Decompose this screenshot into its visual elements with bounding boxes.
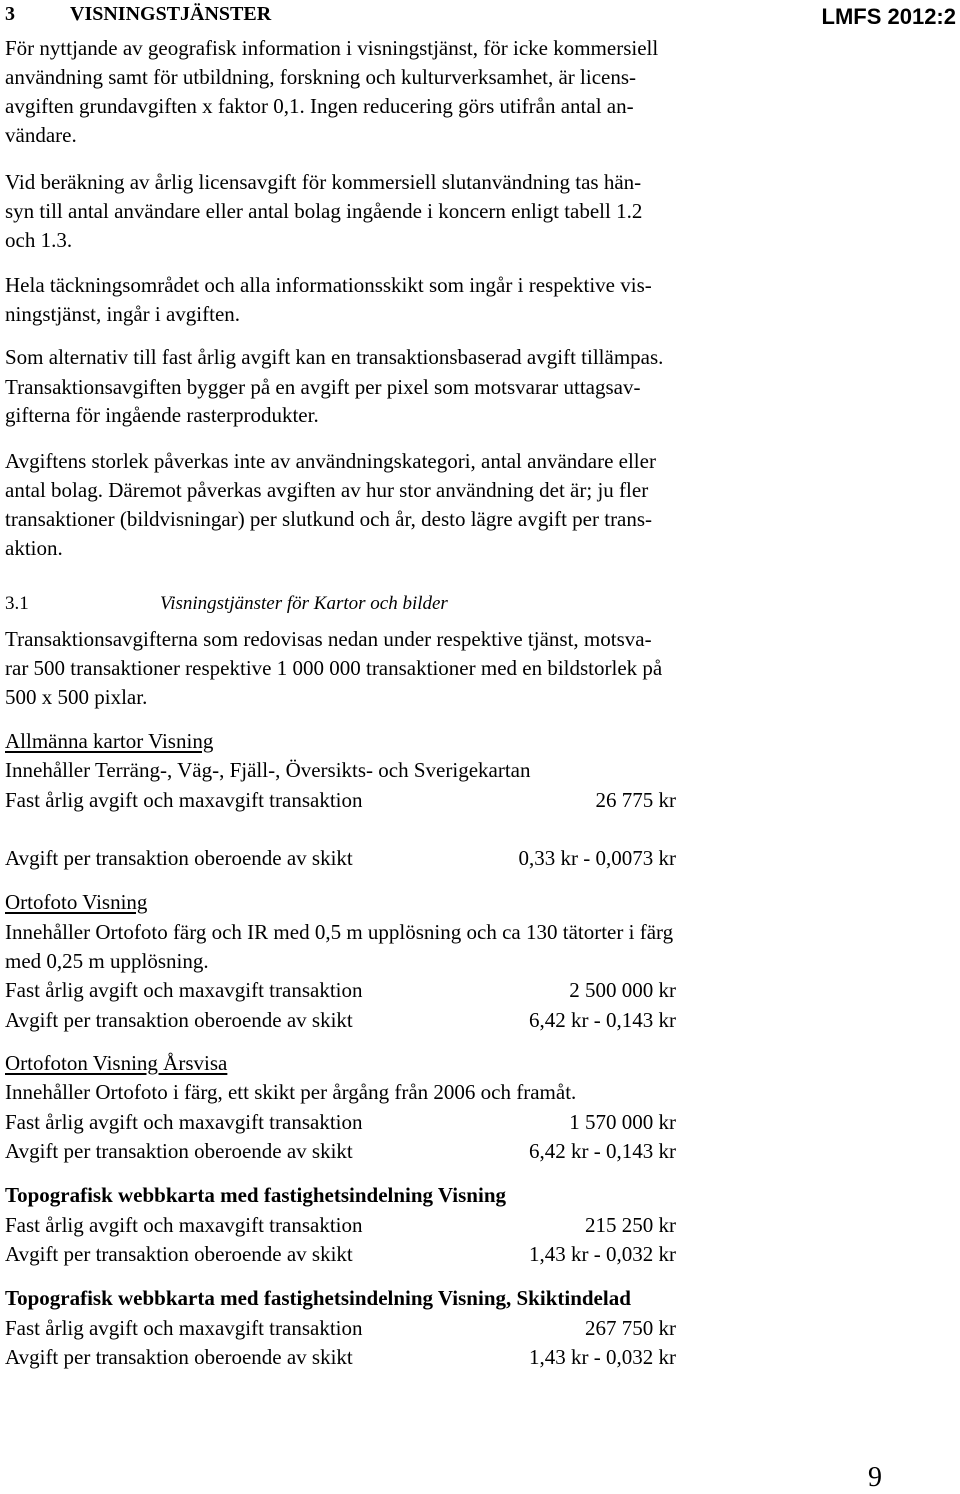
chapter-number: 3: [5, 3, 15, 25]
paragraph-line: syn till antal användare eller antal bolag ingående i koncern enligt tabell 1.2: [5, 199, 643, 223]
fee-value: 1,43 kr - 0,032 kr: [529, 1242, 676, 1266]
fee-label: Fast årlig avgift och maxavgift transaktion: [5, 788, 363, 812]
fee-value: 267 750 kr: [585, 1316, 676, 1340]
service-description: Innehåller Terräng-, Väg-, Fjäll-, Översikts- och Sverigekartan: [5, 758, 531, 782]
fee-label: Fast årlig avgift och maxavgift transaktion: [5, 1213, 363, 1237]
paragraph-line: och 1.3.: [5, 228, 73, 252]
service-name: Topografisk webbkarta med fastighetsindelning Visning: [5, 1183, 506, 1207]
paragraph-line: Transaktionsavgiften bygger på en avgift per pixel som motsvarar uttagsav-: [5, 375, 641, 399]
service-name: Topografisk webbkarta med fastighetsindelning Visning, Skiktindelad: [5, 1286, 631, 1310]
fee-value: 1 570 000 kr: [569, 1110, 676, 1134]
fee-value: 2 500 000 kr: [569, 978, 676, 1002]
paragraph-line: avgiften grundavgiften x faktor 0,1. Ingen reducering görs utifrån antal an-: [5, 94, 634, 118]
service-description: Innehåller Ortofoto i färg, ett skikt per årgång från 2006 och framåt.: [5, 1080, 577, 1104]
section-number: 3.1: [5, 593, 29, 614]
paragraph-line: För nyttjande av geografisk information i visningstjänst, för icke kommersiell: [5, 36, 659, 60]
fee-label: Avgift per transaktion oberoende av skikt: [5, 1242, 353, 1266]
service-description: Innehåller Ortofoto färg och IR med 0,5 m upplösning och ca 130 tätorter i färg: [5, 920, 674, 944]
paragraph-line: ningstjänst, ingår i avgiften.: [5, 302, 241, 326]
page-number: 9: [868, 1462, 882, 1493]
fee-label: Avgift per transaktion oberoende av skikt: [5, 1345, 353, 1369]
paragraph-line: Hela täckningsområdet och alla informationsskikt som ingår i respektive vis-: [5, 273, 652, 297]
paragraph-line: aktion.: [5, 536, 63, 560]
fee-value: 6,42 kr - 0,143 kr: [529, 1008, 676, 1032]
service-name: Allmänna kartor Visning: [5, 729, 214, 753]
fee-label: Fast årlig avgift och maxavgift transaktion: [5, 1316, 363, 1340]
service-name: Ortofoton Visning Årsvisa: [5, 1051, 228, 1075]
fee-value: 1,43 kr - 0,032 kr: [529, 1345, 676, 1369]
section-title: Visningstjänster för Kartor och bilder: [160, 593, 448, 614]
fee-value: 26 775 kr: [595, 788, 676, 812]
paragraph-line: Som alternativ till fast årlig avgift kan en transaktionsbaserad avgift tillämpas.: [5, 345, 664, 369]
fee-value: 215 250 kr: [585, 1213, 676, 1237]
fee-label: Avgift per transaktion oberoende av skikt: [5, 1008, 353, 1032]
fee-label: Fast årlig avgift och maxavgift transaktion: [5, 1110, 363, 1134]
fee-label: Avgift per transaktion oberoende av skikt: [5, 846, 353, 870]
paragraph-line: transaktioner (bildvisningar) per slutkund och år, desto lägre avgift per trans-: [5, 507, 653, 531]
paragraph-line: vändare.: [5, 123, 77, 147]
paragraph-line: gifterna för ingående rasterprodukter.: [5, 403, 319, 427]
chapter-title: VISNINGSTJÄNSTER: [70, 3, 272, 25]
fee-value: 6,42 kr - 0,143 kr: [529, 1139, 676, 1163]
document-id: LMFS 2012:2: [821, 4, 956, 29]
paragraph-line: rar 500 transaktioner respektive 1 000 000 transaktioner med en bildstorlek på: [5, 656, 663, 680]
paragraph-line: 500 x 500 pixlar.: [5, 685, 148, 709]
service-description: med 0,25 m upplösning.: [5, 949, 209, 973]
paragraph-line: antal bolag. Däremot påverkas avgiften av hur stor användning det är; ju fler: [5, 478, 649, 502]
fee-label: Avgift per transaktion oberoende av skikt: [5, 1139, 353, 1163]
service-name: Ortofoto Visning: [5, 890, 148, 914]
fee-value: 0,33 kr - 0,0073 kr: [518, 846, 676, 870]
paragraph-line: Avgiftens storlek påverkas inte av användningskategori, antal användare eller: [5, 449, 656, 473]
paragraph-line: Transaktionsavgifterna som redovisas nedan under respektive tjänst, motsva-: [5, 627, 652, 651]
paragraph-line: Vid beräkning av årlig licensavgift för kommersiell slutanvändning tas hän-: [5, 170, 642, 194]
paragraph-line: användning samt för utbildning, forskning och kulturverksamhet, är licens-: [5, 65, 637, 89]
fee-label: Fast årlig avgift och maxavgift transaktion: [5, 978, 363, 1002]
